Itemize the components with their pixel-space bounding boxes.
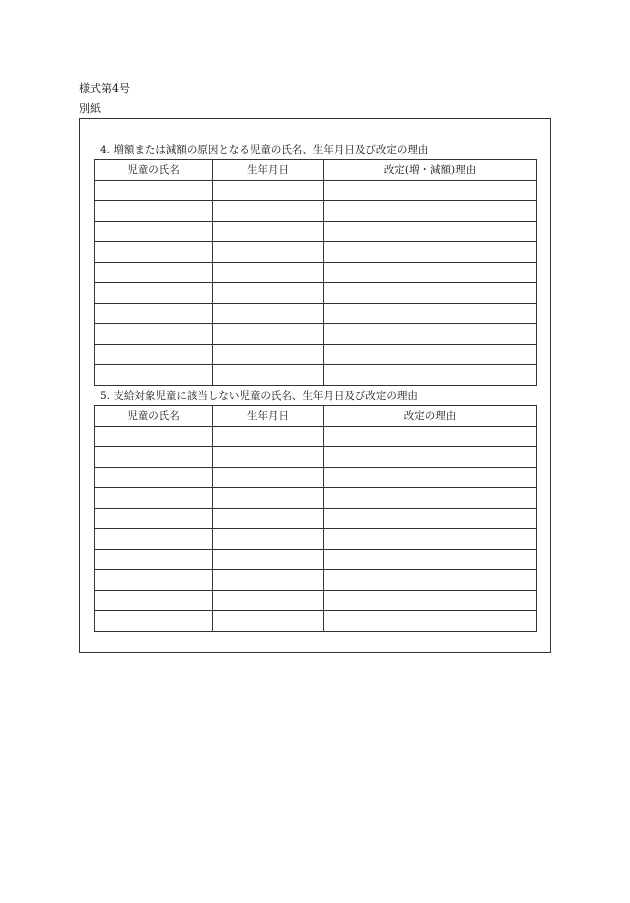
- birth-date-cell[interactable]: [213, 447, 324, 468]
- child-name-cell[interactable]: [95, 508, 213, 529]
- column-header-revision-reason: 改定の理由: [324, 406, 537, 427]
- table-row: [95, 303, 537, 324]
- table-row: [95, 590, 537, 611]
- section-4-table: [94, 159, 537, 386]
- section-5-heading: 5. 支給対象児童に該当しない児童の氏名、生年月日及び改定の理由: [100, 390, 418, 402]
- revision-reason-cell[interactable]: [324, 549, 537, 570]
- child-name-cell[interactable]: [95, 262, 213, 283]
- child-name-cell[interactable]: [95, 221, 213, 242]
- child-name-cell[interactable]: [95, 201, 213, 222]
- table-row: [95, 344, 537, 365]
- revision-reason-cell[interactable]: [324, 467, 537, 488]
- birth-date-cell[interactable]: [213, 303, 324, 324]
- revision-reason-cell[interactable]: [324, 570, 537, 591]
- attachment-label: 別紙: [79, 102, 101, 115]
- table-row: [95, 447, 537, 468]
- child-name-cell[interactable]: [95, 283, 213, 304]
- column-header-child-name: 児童の氏名: [95, 406, 213, 427]
- child-name-cell[interactable]: [95, 467, 213, 488]
- revision-reason-cell[interactable]: [324, 426, 537, 447]
- section-5-table: [94, 405, 537, 632]
- birth-date-cell[interactable]: [213, 611, 324, 632]
- table-row: [95, 488, 537, 509]
- revision-reason-cell[interactable]: [324, 611, 537, 632]
- revision-reason-cell[interactable]: [324, 283, 537, 304]
- revision-reason-cell[interactable]: [324, 201, 537, 222]
- revision-reason-cell[interactable]: [324, 590, 537, 611]
- revision-reason-cell[interactable]: [324, 488, 537, 509]
- birth-date-cell[interactable]: [213, 242, 324, 263]
- child-name-cell[interactable]: [95, 611, 213, 632]
- child-name-cell[interactable]: [95, 324, 213, 345]
- child-name-cell[interactable]: [95, 570, 213, 591]
- section-5-body: [95, 426, 537, 631]
- table-row: [95, 467, 537, 488]
- table-row: [95, 221, 537, 242]
- birth-date-cell[interactable]: [213, 488, 324, 509]
- revision-reason-cell[interactable]: [324, 242, 537, 263]
- child-name-cell[interactable]: [95, 303, 213, 324]
- table-header-row: [95, 160, 537, 181]
- revision-reason-cell[interactable]: [324, 180, 537, 201]
- table-row: [95, 570, 537, 591]
- column-header-birth-date: 生年月日: [213, 406, 324, 427]
- child-name-cell[interactable]: [95, 488, 213, 509]
- child-name-cell[interactable]: [95, 180, 213, 201]
- child-name-cell[interactable]: [95, 242, 213, 263]
- revision-reason-cell[interactable]: [324, 303, 537, 324]
- child-name-cell[interactable]: [95, 529, 213, 550]
- birth-date-cell[interactable]: [213, 180, 324, 201]
- revision-reason-cell[interactable]: [324, 324, 537, 345]
- birth-date-cell[interactable]: [213, 283, 324, 304]
- table-row: [95, 262, 537, 283]
- table-row: [95, 201, 537, 222]
- table-row: [95, 549, 537, 570]
- child-name-cell[interactable]: [95, 447, 213, 468]
- birth-date-cell[interactable]: [213, 221, 324, 242]
- table-row: [95, 242, 537, 263]
- table-row: [95, 324, 537, 345]
- birth-date-cell[interactable]: [213, 508, 324, 529]
- birth-date-cell[interactable]: [213, 426, 324, 447]
- child-name-cell[interactable]: [95, 426, 213, 447]
- table-header-row: [95, 406, 537, 427]
- child-name-cell[interactable]: [95, 549, 213, 570]
- birth-date-cell[interactable]: [213, 344, 324, 365]
- revision-reason-cell[interactable]: [324, 221, 537, 242]
- child-name-cell[interactable]: [95, 365, 213, 386]
- table-row: [95, 426, 537, 447]
- section-4-heading: 4. 増額または減額の原因となる児童の氏名、生年月日及び改定の理由: [100, 144, 429, 156]
- birth-date-cell[interactable]: [213, 324, 324, 345]
- revision-reason-cell[interactable]: [324, 529, 537, 550]
- child-name-cell[interactable]: [95, 590, 213, 611]
- column-header-revision-reason: 改定(増・減額)理由: [324, 160, 537, 181]
- section-4-body: [95, 180, 537, 385]
- revision-reason-cell[interactable]: [324, 508, 537, 529]
- birth-date-cell[interactable]: [213, 201, 324, 222]
- birth-date-cell[interactable]: [213, 549, 324, 570]
- form-number: 様式第4号: [79, 82, 130, 95]
- table-row: [95, 365, 537, 386]
- table-row: [95, 283, 537, 304]
- birth-date-cell[interactable]: [213, 590, 324, 611]
- birth-date-cell[interactable]: [213, 570, 324, 591]
- birth-date-cell[interactable]: [213, 262, 324, 283]
- revision-reason-cell[interactable]: [324, 365, 537, 386]
- column-header-child-name: 児童の氏名: [95, 160, 213, 181]
- birth-date-cell[interactable]: [213, 529, 324, 550]
- birth-date-cell[interactable]: [213, 467, 324, 488]
- revision-reason-cell[interactable]: [324, 344, 537, 365]
- column-header-birth-date: 生年月日: [213, 160, 324, 181]
- table-row: [95, 529, 537, 550]
- table-row: [95, 180, 537, 201]
- birth-date-cell[interactable]: [213, 365, 324, 386]
- table-row: [95, 508, 537, 529]
- revision-reason-cell[interactable]: [324, 262, 537, 283]
- child-name-cell[interactable]: [95, 344, 213, 365]
- revision-reason-cell[interactable]: [324, 447, 537, 468]
- table-row: [95, 611, 537, 632]
